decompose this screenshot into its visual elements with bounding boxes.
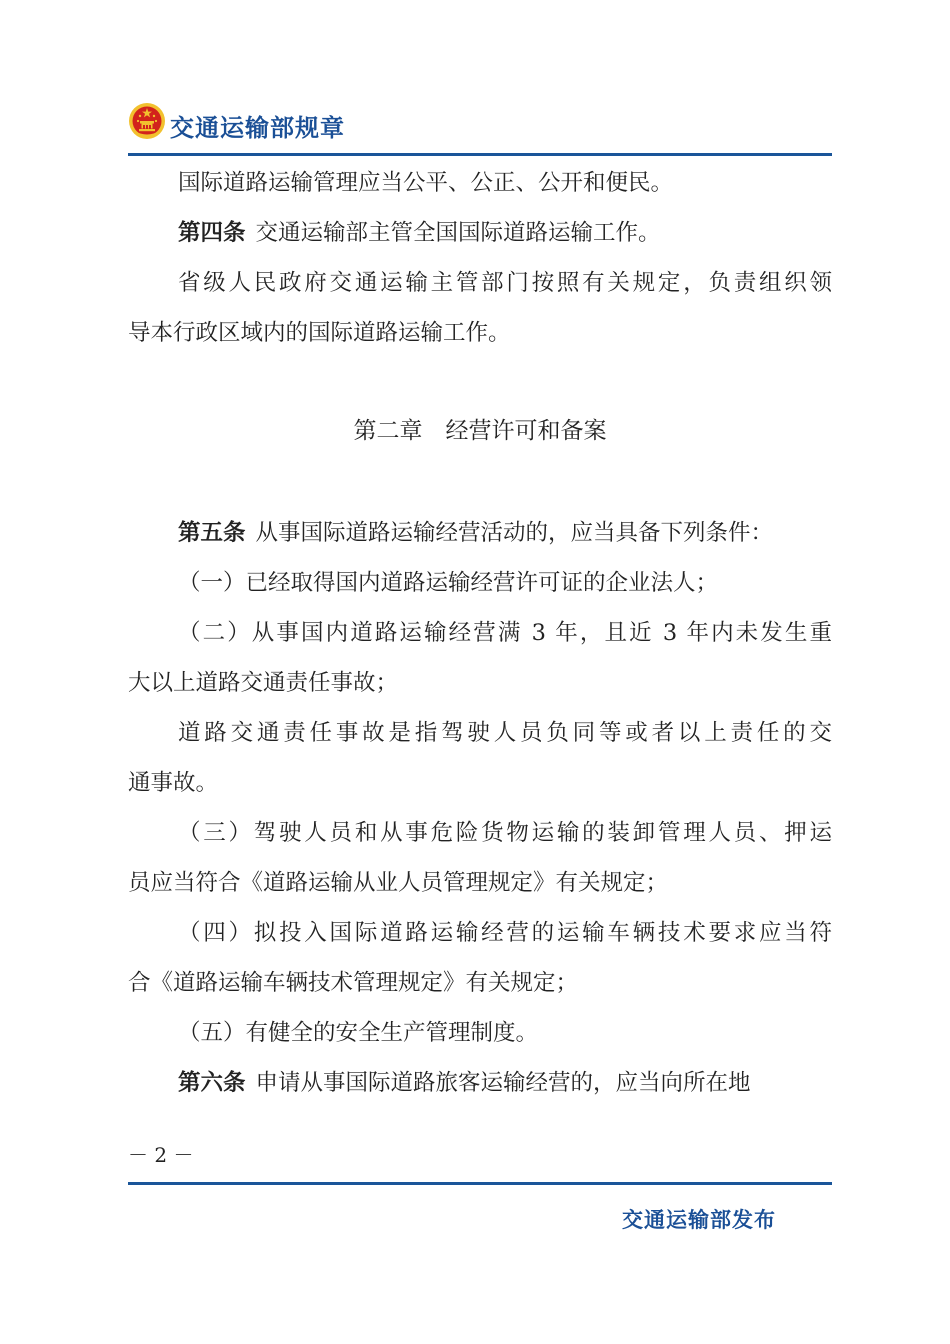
footer-divider (128, 1182, 832, 1185)
page-number: － 2 － (128, 1143, 194, 1167)
list-item: （一）已经取得国内道路运输经营许可证的企业法人； (178, 570, 719, 596)
paragraph-line: 合《道路运输车辆技术管理规定》有关规定； (128, 970, 579, 996)
article-text: 申请从事国际道路旅客运输经营的，应当向所在地 (255, 1070, 751, 1096)
article-label: 第六条 (178, 1070, 246, 1096)
paragraph-line: 通事故。 (128, 770, 219, 796)
national-emblem-icon (128, 102, 166, 140)
list-item: （四）拟投入国际道路运输经营的运输车辆技术要求应当符 (178, 920, 832, 946)
article-5 (178, 508, 832, 558)
article-text: 交通运输部主管全国国际道路运输工作。 (255, 220, 661, 246)
header-title: 交通运输部规章 (170, 114, 345, 142)
list-item: （五）有健全的安全生产管理制度。 (178, 1020, 539, 1046)
list-item: （三）驾驶人员和从事危险货物运输的装卸管理人员、押运 (178, 820, 832, 846)
paragraph-line: 员应当符合《道路运输从业人员管理规定》有关规定； (128, 870, 669, 896)
list-item: （二）从事国内道路运输经营满 3 年，且近 3 年内未发生重 (178, 620, 832, 646)
article-4 (178, 208, 832, 258)
chapter-heading: 第二章 经营许可和备案 (353, 418, 607, 444)
paragraph-line: 道路交通责任事故是指驾驶人员负同等或者以上责任的交 (178, 720, 832, 746)
paragraph-line: 导本行政区域内的国际道路运输工作。 (128, 320, 511, 346)
footer-publisher: 交通运输部发布 (622, 1208, 776, 1232)
article-label: 第四条 (178, 220, 246, 246)
article-6 (178, 1058, 832, 1108)
paragraph-line: 大以上道路交通责任事故； (128, 670, 399, 696)
paragraph-line: 国际道路运输管理应当公平、公正、公开和便民。 (178, 170, 674, 196)
article-label: 第五条 (178, 520, 246, 546)
header-divider (128, 153, 832, 156)
paragraph-line: 省级人民政府交通运输主管部门按照有关规定，负责组织领 (178, 270, 832, 296)
page-header (128, 98, 832, 148)
article-text: 从事国际道路运输经营活动的，应当具备下列条件： (255, 520, 774, 546)
